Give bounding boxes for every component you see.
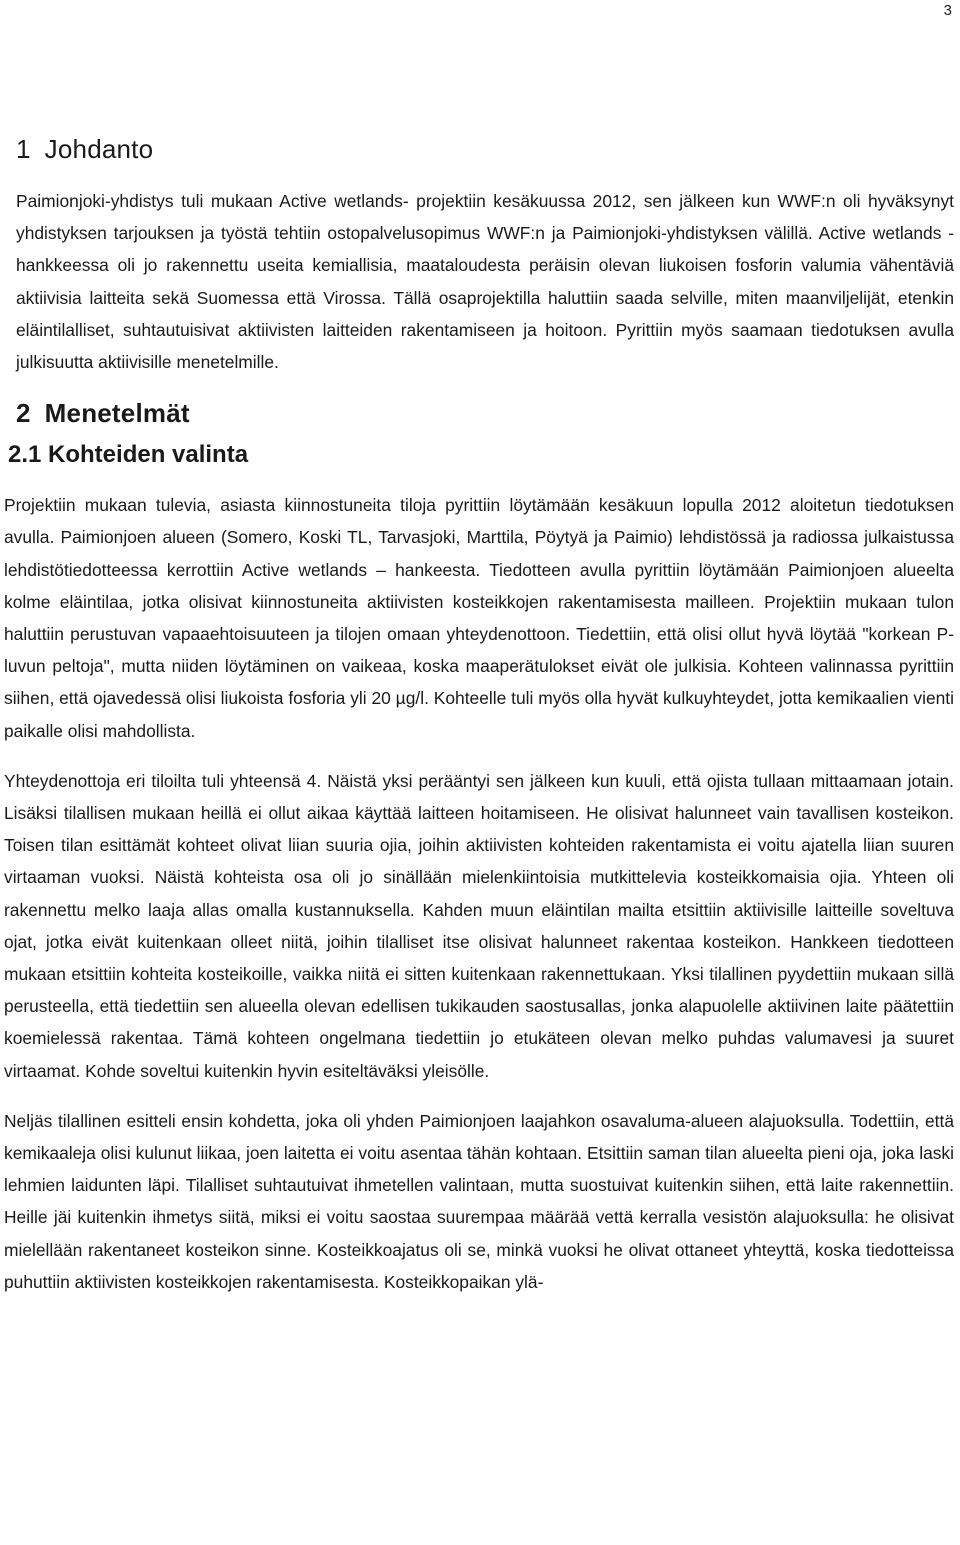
body-paragraph: Projektiin mukaan tulevia, asiasta kiinnostuneita tiloja pyrittiin löytämään kesäkuun lopulla 2012 aloitetun tiedotuksen avulla. Paimionjoen alueen (Somero, Koski TL, Tarvasjoki, Marttila, Pöytyä ja Paimio) lehdistössä ja radiossa julkaistussa lehdistötiedotteessa kerrottiin Active wetlands – hankeesta. Tiedotteen avulla pyrittiin löytämään Paimionjoen alueelta kolme eläintilaa, jotka olisivat kiinnostuneita aktiivisten kosteikkojen rakentamisesta mailleen. Projektiin mukaan tulon haluttiin perustuvan vapaaehtoisuuteen ja tilojen omaan yhteydenottoon. Tiedettiin, että olisi ollut hyvä löytää "korkean P-luvun peltoja", mutta niiden löytäminen on vaikeaa, koska maaperätulokset eivät ole julkisia. Kohteen valinnassa pyrittiin siihen, että ojavedessä olisi liukoista fosforia yli 20 µg/l. Kohteelle tuli myös olla hyvät kulkuyhteydet, jotta kemikaalien vienti paikalle olisi mahdollista. [4, 495, 954, 741]
page-content [4, 134, 954, 1316]
intro-paragraph: Paimionjoki-yhdistys tuli mukaan Active wetlands- projektiin kesäkuussa 2012, sen jälkeen kun WWF:n oli hyväksynyt yhdistyksen tarjouksen ja työstä tehtiin ostopalvelusopimus WWF:n ja Paimionjoki-yhdistyksen välillä. Active wetlands -hankkeessa oli jo rakennettu useita kemiallisia, maataloudesta peräisin olevan liukoisen fosforin valumia vähentäviä aktiivisia laitteita sekä Suomessa että Virossa. Tällä osaprojektilla haluttiin saada selville, miten maanviljelijät, etenkin eläintilalliset, suhtautuisivat aktiivisten laitteiden rakentamiseen ja hoitoon. Pyrittiin myös saamaan tiedotuksen avulla julkisuutta aktiivisille menetelmille. [16, 191, 954, 373]
section-heading-menetelmat [16, 398, 954, 429]
subsection-heading-kohteiden-valinta: 2.1 Kohteiden valinta [8, 441, 249, 469]
body-paragraph: Yhteydenottoja eri tiloilta tuli yhteensä 4. Näistä yksi perääntyi sen jälkeen kun kuuli, että ojista tullaan mittaamaan jotain. Lisäksi tilallisen mukaan heillä ei ollut aikaa käyttää laitteen hoitamiseen. He olisivat halunneet vain tavallisen kosteikon. Toisen tilan esittämät kohteet olivat liian suuria ojia, joihin aktiivisten kohteiden rakentamista ei voitu ajatella liian suuren virtaaman vuoksi. Näistä kohteista osa oli jo sinällään mielenkiintoisia mutkittelevia kosteikkomaisia ojia. Yhteen oli rakennettu melko laaja allas omalla kustannuksella. Kahden muun eläintilan mailta etsittiin aktiivisille laitteille soveltuva ojat, jotka eivät kuitenkaan olleet niitä, joihin tilalliset itse olisivat halunneet rakentaa kosteikon. Hankkeen tiedotteen mukaan etsittiin kohteita kosteikoille, vaikka niitä ei sitten kuitenkaan rakennettukaan. Yksi tilallinen pyydettiin mukaan sillä perusteella, että tiedettiin sen alueella olevan edellisen tukikauden saostusallas, jonka alapuolelle aktiivinen laite päätettiin koemielessä rakentaa. Tämä kohteen ongelmana tiedettiin jo etukäteen olevan melko puhdas valumavesi ja suuret virtaamat. Kohde soveltui kuitenkin hyvin esiteltäväksi yleisölle. [4, 770, 954, 1081]
body-paragraph: Neljäs tilallinen esitteli ensin kohdetta, joka oli yhden Paimionjoen laajahkon osavaluma-alueen alajuoksulla. Todettiin, että kemikaaleja olisi kulunut liikaa, joen laitetta ei voitu asentaa tähän kohtaan. Etsittiin saman tilan alueelta pieni oja, joka laski lehmien laidunten läpi. Tilalliset suhtautuivat ihmetellen valintaan, mutta suostuivat kuitenkin siihen, että laite rakennettiin. Heille jäi kuitenkin ihmetys siitä, miksi ei voitu saostaa suurempaa määrää vettä kerralla vesistön alajuoksulla: he olisivat mielellään rakentaneet kosteikon sinne. Kosteikkoajatus oli se, minkä vuoksi he olivat ottaneet yhteyttä, koska tiedotteissa puhuttiin aktiivisten kosteikkojen rakentamisesta. Kosteikkopaikan ylä- [4, 1110, 954, 1292]
section-title: Johdanto [44, 134, 154, 164]
section-title: Menetelmät [44, 398, 190, 429]
section-number: 1 [16, 134, 31, 164]
section-number: 2 [16, 398, 31, 429]
page-number: 3 [943, 2, 952, 19]
section-heading-johdanto [16, 134, 954, 165]
